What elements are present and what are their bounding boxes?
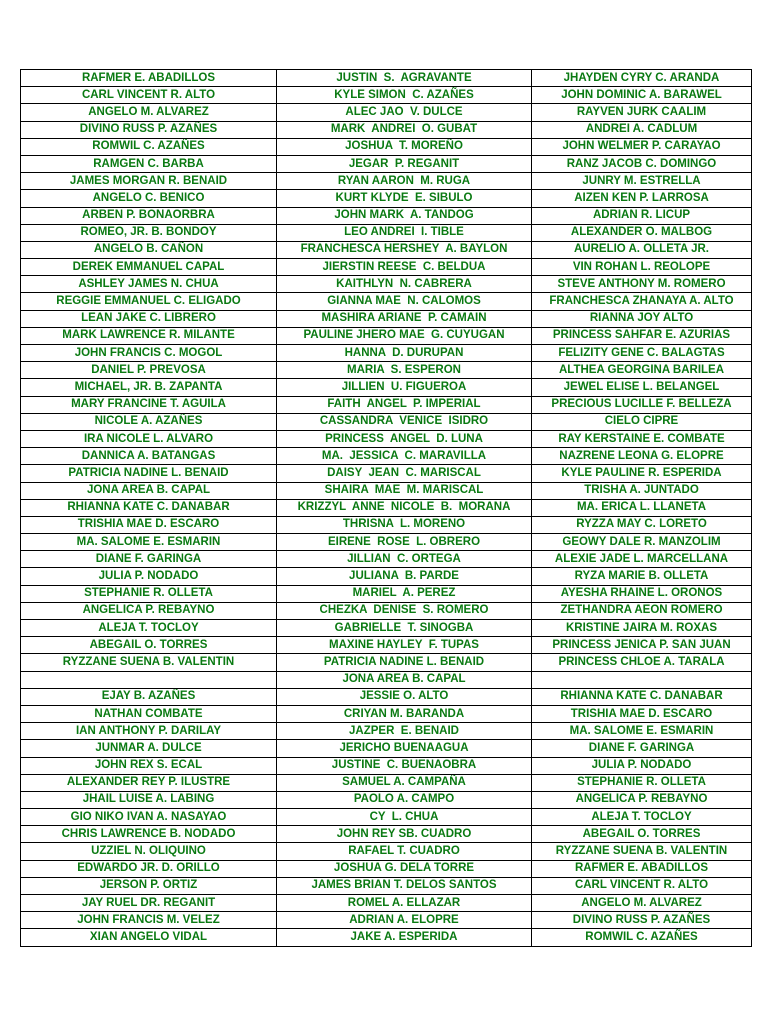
name-cell: RAMGEN C. BARBA xyxy=(21,155,277,172)
table-row xyxy=(21,705,752,722)
name-cell: STEVE ANTHONY M. ROMERO xyxy=(532,276,752,293)
name-cell: CHRIS LAWRENCE B. NODADO xyxy=(21,826,277,843)
name-cell: KRISTINE JAIRA M. ROXAS xyxy=(532,620,752,637)
name-cell: JEWEL ELISE L. BELANGEL xyxy=(532,379,752,396)
name-cell: RANZ JACOB C. DOMINGO xyxy=(532,155,752,172)
name-cell: LEO ANDREI I. TIBLE xyxy=(277,224,532,241)
name-cell: JULIA P. NODADO xyxy=(532,757,752,774)
table-row xyxy=(21,671,752,688)
name-cell: RHIANNA KATE C. DANABAR xyxy=(21,499,277,516)
name-cell: NAZRENE LEONA G. ELOPRE xyxy=(532,448,752,465)
name-cell: JERICHO BUENAAGUA xyxy=(277,740,532,757)
table-row xyxy=(21,929,752,946)
name-cell: KAITHLYN N. CABRERA xyxy=(277,276,532,293)
name-cell: GIO NIKO IVAN A. NASAYAO xyxy=(21,809,277,826)
name-cell: KYLE SIMON C. AZAÑES xyxy=(277,87,532,104)
name-cell: JUNMAR A. DULCE xyxy=(21,740,277,757)
name-cell: RAFAEL T. CUADRO xyxy=(277,843,532,860)
table-row xyxy=(21,723,752,740)
table-row xyxy=(21,173,752,190)
name-cell: ROMWIL C. AZAÑES xyxy=(532,929,752,946)
name-cell: HANNA D. DURUPAN xyxy=(277,345,532,362)
name-cell: MARK ANDREI O. GUBAT xyxy=(277,121,532,138)
name-cell: ADRIAN A. ELOPRE xyxy=(277,912,532,929)
name-cell: ALEC JAO V. DULCE xyxy=(277,104,532,121)
name-cell: FRANCHESCA HERSHEY A. BAYLON xyxy=(277,241,532,258)
name-cell: ANDREI A. CADLUM xyxy=(532,121,752,138)
table-row xyxy=(21,207,752,224)
name-cell: FAITH ANGEL P. IMPERIAL xyxy=(277,396,532,413)
table-row xyxy=(21,379,752,396)
name-cell: JAMES BRIAN T. DELOS SANTOS xyxy=(277,877,532,894)
table-row xyxy=(21,327,752,344)
name-cell: EJAY B. AZAÑES xyxy=(21,688,277,705)
table-row xyxy=(21,688,752,705)
name-cell: JOHN MARK A. TANDOG xyxy=(277,207,532,224)
name-cell: RYZZANE SUENA B. VALENTIN xyxy=(532,843,752,860)
table-row xyxy=(21,155,752,172)
table-row xyxy=(21,241,752,258)
name-cell: DANNICA A. BATANGAS xyxy=(21,448,277,465)
name-cell: JERSON P. ORTIZ xyxy=(21,877,277,894)
table-row xyxy=(21,843,752,860)
name-cell: ALEXANDER O. MALBOG xyxy=(532,224,752,241)
table-row xyxy=(21,87,752,104)
name-cell: JUSTIN S. AGRAVANTE xyxy=(277,70,532,87)
name-cell: ALEJA T. TOCLOY xyxy=(21,620,277,637)
name-cell: JOHN FRANCIS M. VELEZ xyxy=(21,912,277,929)
table-row xyxy=(21,396,752,413)
name-cell: MARIA S. ESPERON xyxy=(277,362,532,379)
name-cell: XIAN ANGELO VIDAL xyxy=(21,929,277,946)
name-roster-table xyxy=(20,69,752,947)
name-cell: ADRIAN R. LICUP xyxy=(532,207,752,224)
name-cell: MARIEL A. PEREZ xyxy=(277,585,532,602)
name-cell: RYZZANE SUENA B. VALENTIN xyxy=(21,654,277,671)
name-cell: KYLE PAULINE R. ESPERIDA xyxy=(532,465,752,482)
table-row xyxy=(21,620,752,637)
name-cell: GEOWY DALE R. MANZOLIM xyxy=(532,534,752,551)
name-cell: DIVINO RUSS P. AZAÑES xyxy=(21,121,277,138)
name-cell: CARL VINCENT R. ALTO xyxy=(21,87,277,104)
name-cell: MA. SALOME E. ESMARIN xyxy=(21,534,277,551)
name-cell: DIANE F. GARINGA xyxy=(532,740,752,757)
name-cell: TRISHA A. JUNTADO xyxy=(532,482,752,499)
name-cell xyxy=(21,671,277,688)
name-cell: RYZA MARIE B. OLLETA xyxy=(532,568,752,585)
table-row xyxy=(21,70,752,87)
name-cell: MA. SALOME E. ESMARIN xyxy=(532,723,752,740)
name-cell: SAMUEL A. CAMPAÑA xyxy=(277,774,532,791)
name-cell: ANGELICA P. REBAYNO xyxy=(532,791,752,808)
name-cell: ROMWIL C. AZAÑES xyxy=(21,138,277,155)
name-cell: RHIANNA KATE C. DANABAR xyxy=(532,688,752,705)
name-cell: PRINCESS JENICA P. SAN JUAN xyxy=(532,637,752,654)
name-cell: AIZEN KEN P. LARROSA xyxy=(532,190,752,207)
name-cell: SHAIRA MAE M. MARISCAL xyxy=(277,482,532,499)
table-row xyxy=(21,499,752,516)
roster-body xyxy=(21,70,752,947)
name-cell: ABEGAIL O. TORRES xyxy=(21,637,277,654)
table-row xyxy=(21,877,752,894)
name-cell: MA. JESSICA C. MARAVILLA xyxy=(277,448,532,465)
name-cell: JULIANA B. PARDE xyxy=(277,568,532,585)
name-cell: ALTHEA GEORGINA BARILEA xyxy=(532,362,752,379)
name-cell: PAULINE JHERO MAE G. CUYUGAN xyxy=(277,327,532,344)
name-cell: EDWARDO JR. D. ORILLO xyxy=(21,860,277,877)
table-row xyxy=(21,585,752,602)
name-cell: ARBEN P. BONAORBRA xyxy=(21,207,277,224)
table-row xyxy=(21,104,752,121)
table-row xyxy=(21,534,752,551)
name-cell: CIELO CIPRE xyxy=(532,413,752,430)
table-row xyxy=(21,259,752,276)
name-cell: TRISHIA MAE D. ESCARO xyxy=(532,705,752,722)
table-row xyxy=(21,138,752,155)
table-row xyxy=(21,826,752,843)
name-cell: ABEGAIL O. TORRES xyxy=(532,826,752,843)
name-cell: IAN ANTHONY P. DARILAY xyxy=(21,723,277,740)
name-cell: DIVINO RUSS P. AZAÑES xyxy=(532,912,752,929)
name-cell: JOHN REY SB. CUADRO xyxy=(277,826,532,843)
table-row xyxy=(21,345,752,362)
name-cell: MASHIRA ARIANE P. CAMAIN xyxy=(277,310,532,327)
table-row xyxy=(21,895,752,912)
name-cell: CY L. CHUA xyxy=(277,809,532,826)
name-cell: PATRICIA NADINE L. BENAID xyxy=(277,654,532,671)
name-cell: RIANNA JOY ALTO xyxy=(532,310,752,327)
name-cell: DEREK EMMANUEL CAPAL xyxy=(21,259,277,276)
table-row xyxy=(21,568,752,585)
name-cell: NICOLE A. AZAÑES xyxy=(21,413,277,430)
name-cell: MAXINE HAYLEY F. TUPAS xyxy=(277,637,532,654)
name-cell: CHEZKA DENISE S. ROMERO xyxy=(277,602,532,619)
name-cell: PRECIOUS LUCILLE F. BELLEZA xyxy=(532,396,752,413)
name-cell: JONA AREA B. CAPAL xyxy=(277,671,532,688)
table-row xyxy=(21,293,752,310)
name-cell: ROMEL A. ELLAZAR xyxy=(277,895,532,912)
table-row xyxy=(21,740,752,757)
name-cell: ANGELICA P. REBAYNO xyxy=(21,602,277,619)
name-cell: ANGELO M. ALVAREZ xyxy=(532,895,752,912)
table-row xyxy=(21,121,752,138)
table-row xyxy=(21,654,752,671)
name-cell: CARL VINCENT R. ALTO xyxy=(532,877,752,894)
name-cell: VIN ROHAN L. REOLOPE xyxy=(532,259,752,276)
table-row xyxy=(21,190,752,207)
name-cell: JAMES MORGAN R. BENAID xyxy=(21,173,277,190)
name-cell: JAKE A. ESPERIDA xyxy=(277,929,532,946)
name-cell: RYZZA MAY C. LORETO xyxy=(532,516,752,533)
name-cell: ROMEO, JR. B. BONDOY xyxy=(21,224,277,241)
name-cell: AURELIO A. OLLETA JR. xyxy=(532,241,752,258)
name-cell: JAZPER E. BENAID xyxy=(277,723,532,740)
name-cell: JOHN WELMER P. CARAYAO xyxy=(532,138,752,155)
name-cell: DAISY JEAN C. MARISCAL xyxy=(277,465,532,482)
name-cell: PAOLO A. CAMPO xyxy=(277,791,532,808)
table-row xyxy=(21,310,752,327)
name-cell: STEPHANIE R. OLLETA xyxy=(532,774,752,791)
name-cell: ZETHANDRA AEON ROMERO xyxy=(532,602,752,619)
name-cell: LEAN JAKE C. LIBRERO xyxy=(21,310,277,327)
name-cell: JOSHUA G. DELA TORRE xyxy=(277,860,532,877)
name-cell: ANGELO M. ALVAREZ xyxy=(21,104,277,121)
name-cell xyxy=(532,671,752,688)
name-cell: PRINCESS ANGEL D. LUNA xyxy=(277,430,532,447)
name-cell: ASHLEY JAMES N. CHUA xyxy=(21,276,277,293)
name-cell: FRANCHESCA ZHANAYA A. ALTO xyxy=(532,293,752,310)
table-row xyxy=(21,448,752,465)
name-cell: JOHN DOMINIC A. BARAWEL xyxy=(532,87,752,104)
name-cell: JIERSTIN REESE C. BELDUA xyxy=(277,259,532,276)
name-cell: THRISNA L. MORENO xyxy=(277,516,532,533)
name-cell: ALEXIE JADE L. MARCELLANA xyxy=(532,551,752,568)
name-cell: JUSTINE C. BUENAOBRA xyxy=(277,757,532,774)
name-cell: DANIEL P. PREVOSA xyxy=(21,362,277,379)
name-cell: PATRICIA NADINE L. BENAID xyxy=(21,465,277,482)
name-cell: ALEXANDER REY P. ILUSTRE xyxy=(21,774,277,791)
name-cell: MICHAEL, JR. B. ZAPANTA xyxy=(21,379,277,396)
name-cell: DIANE F. GARINGA xyxy=(21,551,277,568)
name-cell: JILLIEN U. FIGUEROA xyxy=(277,379,532,396)
name-cell: REGGIE EMMANUEL C. ELIGADO xyxy=(21,293,277,310)
name-cell: JILLIAN C. ORTEGA xyxy=(277,551,532,568)
table-row xyxy=(21,757,752,774)
name-cell: ANGELO C. BENICO xyxy=(21,190,277,207)
table-row xyxy=(21,516,752,533)
name-cell: KRIZZYL ANNE NICOLE B. MORANA xyxy=(277,499,532,516)
name-cell: UZZIEL N. OLIQUINO xyxy=(21,843,277,860)
name-cell: RAFMER E. ABADILLOS xyxy=(532,860,752,877)
name-cell: JHAIL LUISE A. LABING xyxy=(21,791,277,808)
name-cell: JHAYDEN CYRY C. ARANDA xyxy=(532,70,752,87)
name-cell: JEGAR P. REGANIT xyxy=(277,155,532,172)
table-row xyxy=(21,791,752,808)
name-cell: JONA AREA B. CAPAL xyxy=(21,482,277,499)
name-cell: MA. ERICA L. LLANETA xyxy=(532,499,752,516)
name-cell: JOHN REX S. ECAL xyxy=(21,757,277,774)
name-cell: MARK LAWRENCE R. MILANTE xyxy=(21,327,277,344)
name-cell: ANGELO B. CAÑON xyxy=(21,241,277,258)
table-row xyxy=(21,860,752,877)
table-row xyxy=(21,482,752,499)
name-cell: PRINCESS SAHFAR E. AZURIAS xyxy=(532,327,752,344)
table-row xyxy=(21,602,752,619)
table-row xyxy=(21,276,752,293)
name-cell: JOHN FRANCIS C. MOGOL xyxy=(21,345,277,362)
name-cell: FELIZITY GENE C. BALAGTAS xyxy=(532,345,752,362)
name-cell: JOSHUA T. MOREÑO xyxy=(277,138,532,155)
name-cell: JUNRY M. ESTRELLA xyxy=(532,173,752,190)
name-cell: NATHAN COMBATE xyxy=(21,705,277,722)
table-row xyxy=(21,430,752,447)
table-row xyxy=(21,413,752,430)
table-row xyxy=(21,551,752,568)
name-cell: STEPHANIE R. OLLETA xyxy=(21,585,277,602)
name-cell: RAFMER E. ABADILLOS xyxy=(21,70,277,87)
name-cell: JESSIE O. ALTO xyxy=(277,688,532,705)
table-row xyxy=(21,912,752,929)
name-cell: CRIYAN M. BARANDA xyxy=(277,705,532,722)
name-cell: JULIA P. NODADO xyxy=(21,568,277,585)
table-row xyxy=(21,465,752,482)
table-row xyxy=(21,809,752,826)
table-row xyxy=(21,774,752,791)
name-cell: RAYVEN JURK CAALIM xyxy=(532,104,752,121)
name-cell: ALEJA T. TOCLOY xyxy=(532,809,752,826)
name-cell: KURT KLYDE E. SIBULO xyxy=(277,190,532,207)
name-cell: CASSANDRA VENICE ISIDRO xyxy=(277,413,532,430)
table-row xyxy=(21,224,752,241)
name-cell: MARY FRANCINE T. AGUILA xyxy=(21,396,277,413)
name-cell: TRISHIA MAE D. ESCARO xyxy=(21,516,277,533)
name-cell: RAY KERSTAINE E. COMBATE xyxy=(532,430,752,447)
name-cell: GIANNA MAE N. CALOMOS xyxy=(277,293,532,310)
name-cell: EIRENE ROSE L. OBRERO xyxy=(277,534,532,551)
name-cell: RYAN AARON M. RUGA xyxy=(277,173,532,190)
name-cell: GABRIELLE T. SINOGBA xyxy=(277,620,532,637)
name-cell: PRINCESS CHLOE A. TARALA xyxy=(532,654,752,671)
table-row xyxy=(21,637,752,654)
name-cell: AYESHA RHAINE L. ORONOS xyxy=(532,585,752,602)
name-cell: JAY RUEL DR. REGANIT xyxy=(21,895,277,912)
table-row xyxy=(21,362,752,379)
name-cell: IRA NICOLE L. ALVARO xyxy=(21,430,277,447)
